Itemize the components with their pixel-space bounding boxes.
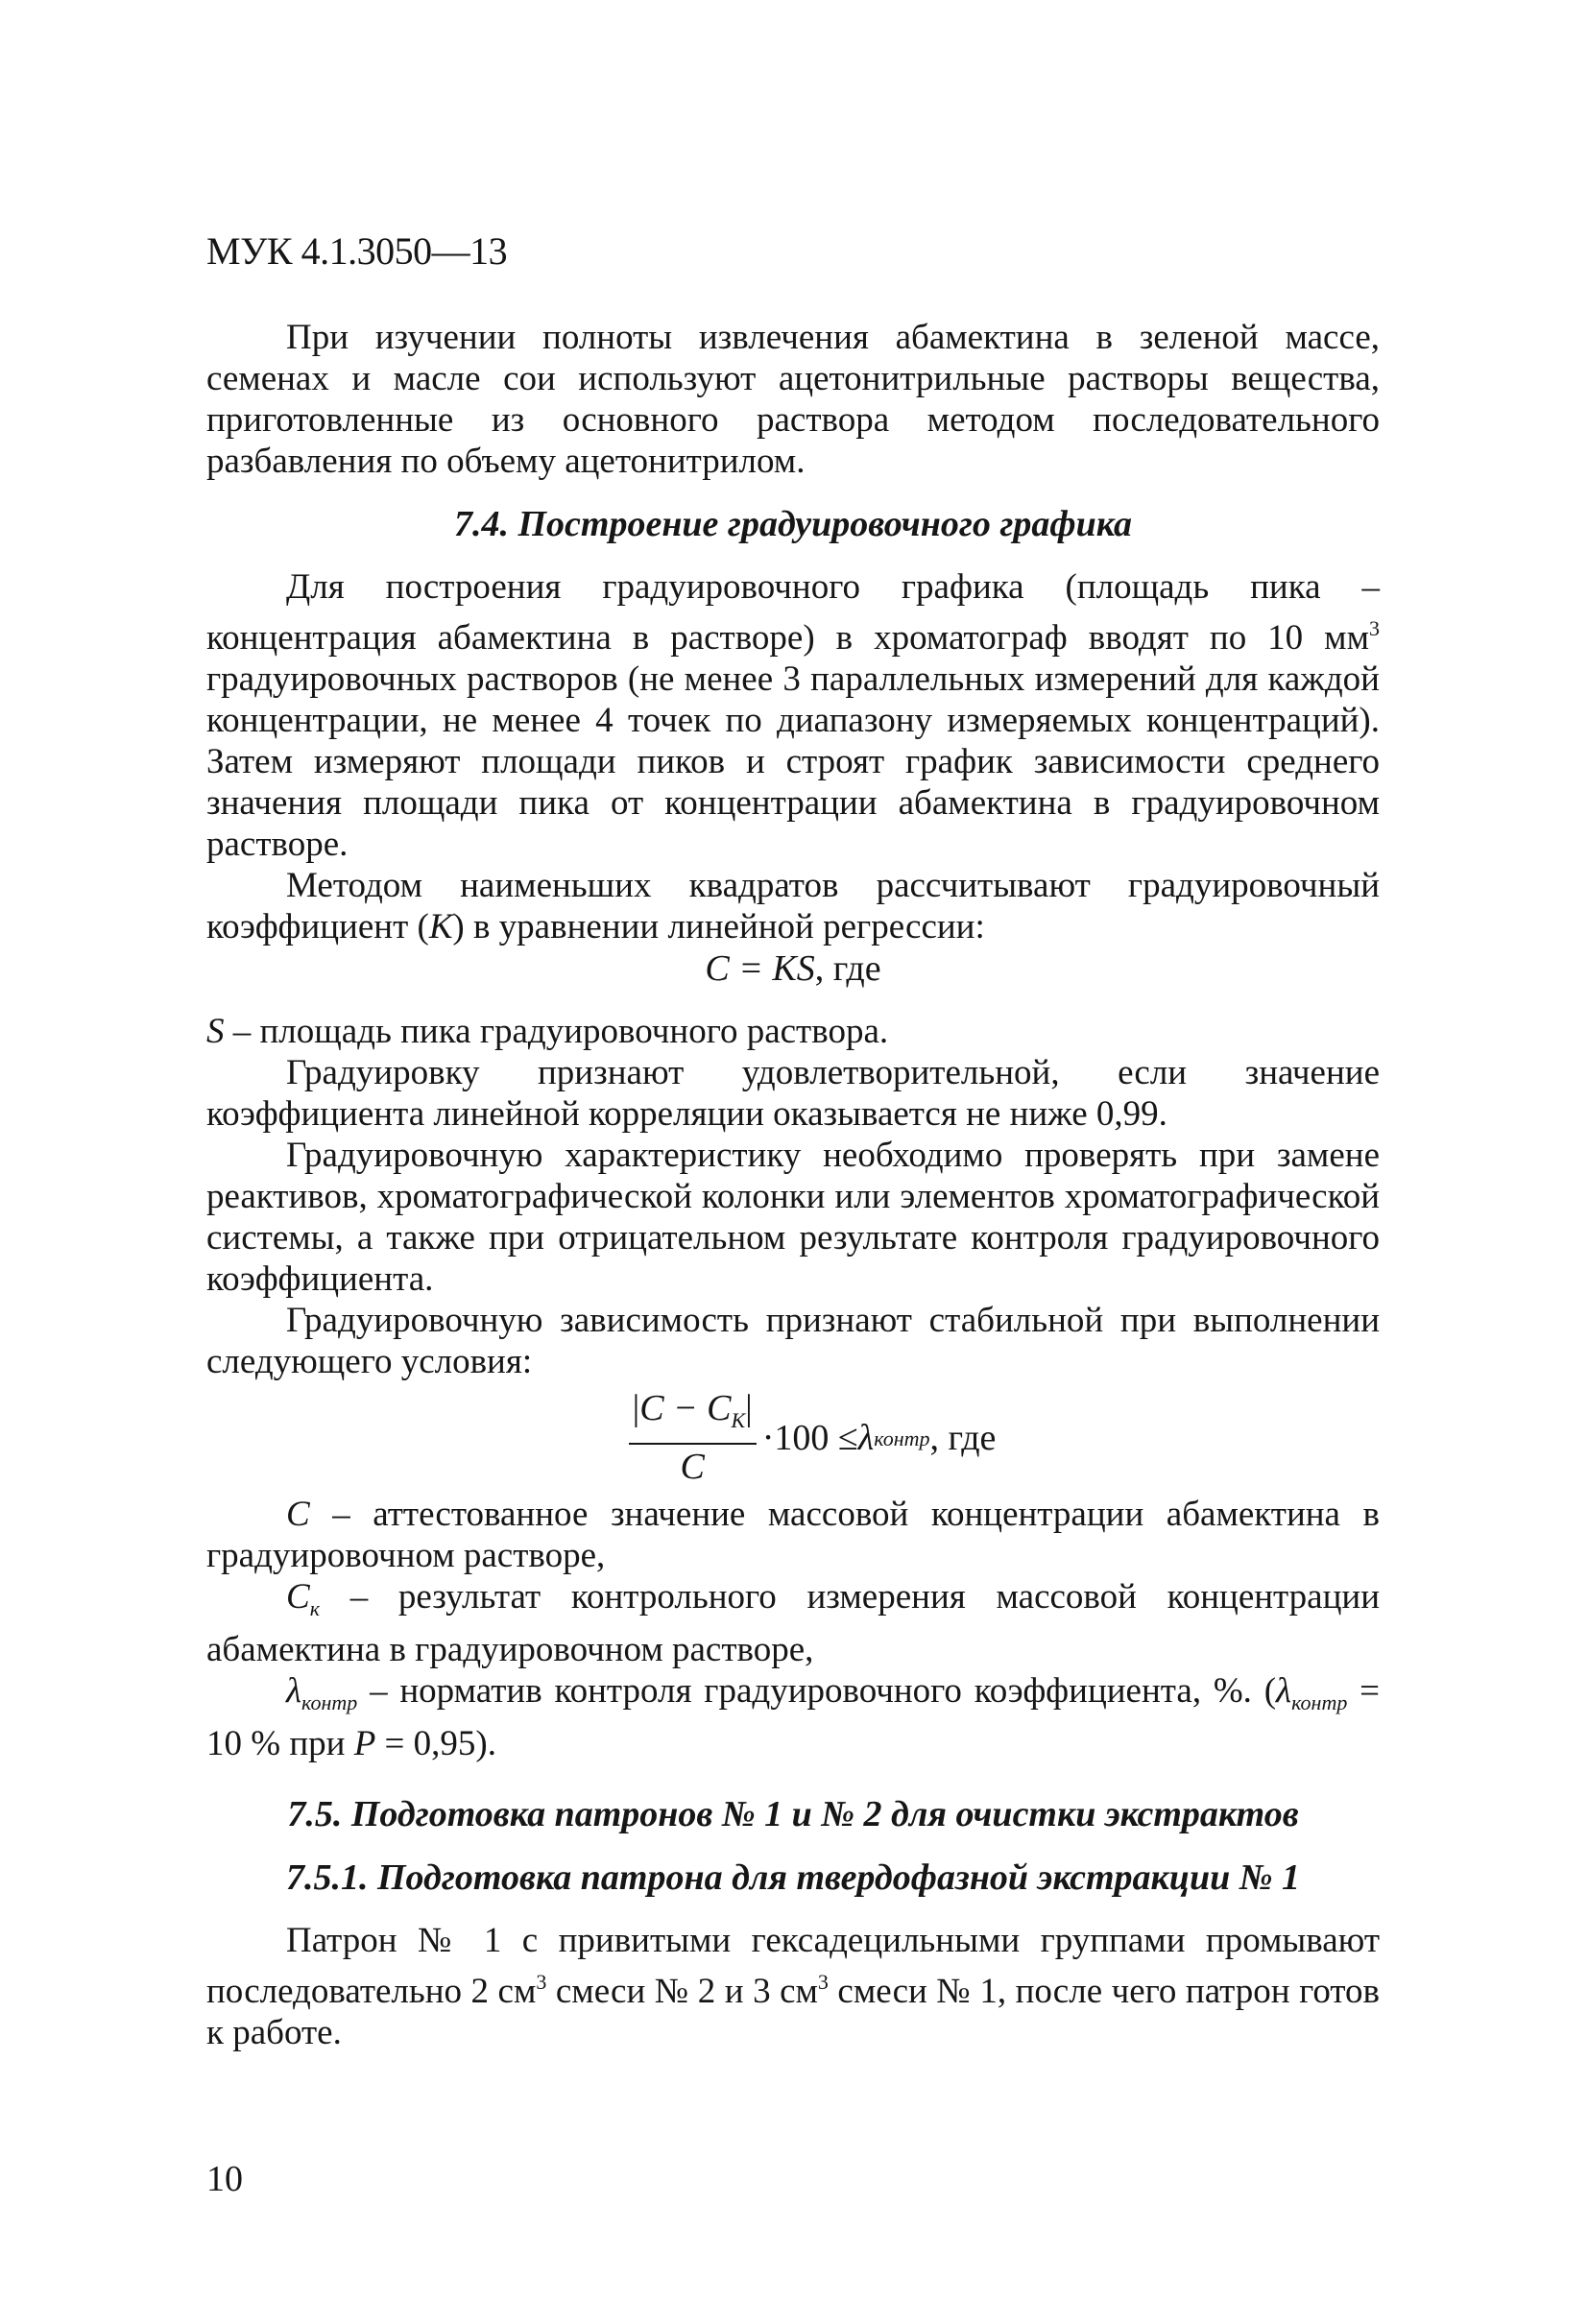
section-7-5-1-heading: 7.5.1. Подготовка патрона для твердофазной экстракции № 1 xyxy=(286,1857,1300,1898)
section-7-4-heading: 7.4. Построение градуировочного графика xyxy=(453,504,1133,544)
equation-c-ks: C = KS, где xyxy=(705,948,881,989)
paragraph-recheck: Градуировочную характеристику необходимо проверять при замене реактивов, хроматографической колонки или элементов хроматографической системы, а также при отрицательном результате контроля градуировочного коэффициента. xyxy=(206,1136,1380,1299)
superscript: 3 xyxy=(1369,616,1380,640)
equation-stability-condition: $\frac{|C - C_К|}{C}$ ·100 ≤ λ контр , где xyxy=(245,1388,1380,1488)
definition-c: C – аттестованное значение массовой концентрации абамектина в градуировочном растворе, xyxy=(206,1495,1380,1575)
paragraph-least-squares: Методом наименьших квадратов рассчитывают градуировочный коэффициент (К) в уравнении линейной регрессии: xyxy=(206,866,1380,946)
fraction: $\frac{|C - C_К|}{C}$ xyxy=(629,1388,757,1488)
page-content xyxy=(206,317,1380,2053)
definition-lambda: $\lambda_{контр}$ – норматив контроля градуировочного коэффициента, %. ($\lambda_{контр} = 10$ % при P = 0,95). xyxy=(206,1671,1380,1763)
section-7-5-heading: 7.5. Подготовка патронов № 1 и № 2 для очистки экстрактов xyxy=(287,1794,1299,1834)
definition-ck: $С_к$ – результат контрольного измерения массовой концентрации абамектина в градуировочном растворе, xyxy=(206,1577,1380,1669)
paragraph-calibration-plot: Для построения градуировочного графика (площадь пика – концентрация абамектина в растворе) в хроматограф вводят по 10 $мм^3$ градуировочных растворов (не менее 3 параллельных измерений для каждой концентрации, не менее 4 точек по диапазону измеряемых концентраций). Затем измеряют площади пиков и строят график зависимости среднего значения площади пика от концентрации абамектина в градуировочном растворе. xyxy=(206,567,1380,864)
paragraph-solutions: При изучении полноты извлечения абамектина в зеленой массе, семенах и масле сои используют ацетонитрильные растворы вещества, приготовленные из основного раствора методом последовательного разбавления по объему ацетонитрилом. xyxy=(206,318,1380,481)
paragraph-acceptance: Градуировку признают удовлетворительной, если значение коэффициента линейной корреляции оказывается не ниже 0,99. xyxy=(206,1053,1380,1134)
paragraph-stability: Градуировочную зависимость признают стабильной при выполнении следующего условия: xyxy=(206,1301,1380,1381)
document-code: МУК 4.1.3050—13 xyxy=(206,229,508,273)
paragraph-cartridge-1: Патрон № 1 с привитыми гексадецильными группами промывают последовательно 2 $см^3$ смеси № 2 и 3 $см^3$ смеси № 1, после чего патрон готов к работе. xyxy=(206,1921,1380,2052)
definition-s: S – площадь пика градуировочного раствора. xyxy=(206,1012,889,1051)
page-number: 10 xyxy=(206,2159,243,2199)
